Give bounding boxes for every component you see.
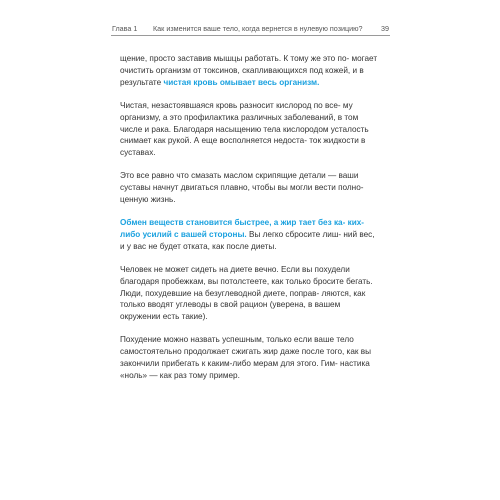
text-segment: Похудение можно назвать успешным, только если ваше тело самостоятельно продолжает сжигать жир даже после того, как вы закончили прибегать к каким-либо мерам для этого. Гим- настика «ноль» — как раз тому пример. bbox=[120, 335, 371, 380]
highlighted-text: Обмен веществ становится быстрее, а жир тает без ка- ких-либо усилий с вашей стороны. bbox=[120, 217, 365, 239]
page-number: 39 bbox=[381, 24, 389, 33]
body-text bbox=[120, 53, 380, 393]
paragraph bbox=[120, 264, 380, 324]
chapter-label: Глава 1 bbox=[112, 24, 138, 33]
running-header bbox=[0, 21, 500, 35]
running-title: Как изменится ваше тело, когда вернется в нулевую позицию? bbox=[153, 24, 363, 33]
text-segment: Это все равно что смазать маслом скрипящие детали — ваши суставы начнут двигаться плавно, чтобы вы могли вести полно- ценную жизнь. bbox=[120, 171, 364, 205]
text-segment: щение, просто заставив мышцы работать. К тому же это по- могает очистить организм от токсинов, скапливающихся под кожей, и в результате bbox=[120, 54, 378, 87]
text-segment: Вы легко сбросите лиш- ний вес, и у вас не будет отката, как после диеты. bbox=[120, 229, 375, 251]
text-segment: Чистая, незастоявшаяся кровь разносит кислород по все- му организму, а это профилактика различных заболеваний, в том числе и рака. Благодаря насыщению тела кислородом усталость снимает как рукой. А еще восполняется недоста- ток жидкости в суставах. bbox=[120, 100, 369, 158]
highlighted-text: чистая кровь омывает весь организм. bbox=[163, 77, 320, 87]
paragraph bbox=[120, 100, 380, 160]
paragraph bbox=[120, 334, 380, 382]
text-segment: Человек не может сидеть на диете вечно. Если вы похудели благодаря пробежкам, вы потолстеете, как только бросите бегать. Люди, похудевшие на безуглеводной диете, поправ- ляются, как только вводят углеводы в свой рацион (уверена, в вашем окружении есть такие). bbox=[120, 264, 373, 322]
header-divider bbox=[111, 35, 390, 36]
paragraph bbox=[120, 170, 380, 206]
paragraph bbox=[120, 217, 380, 253]
paragraph bbox=[120, 53, 380, 89]
